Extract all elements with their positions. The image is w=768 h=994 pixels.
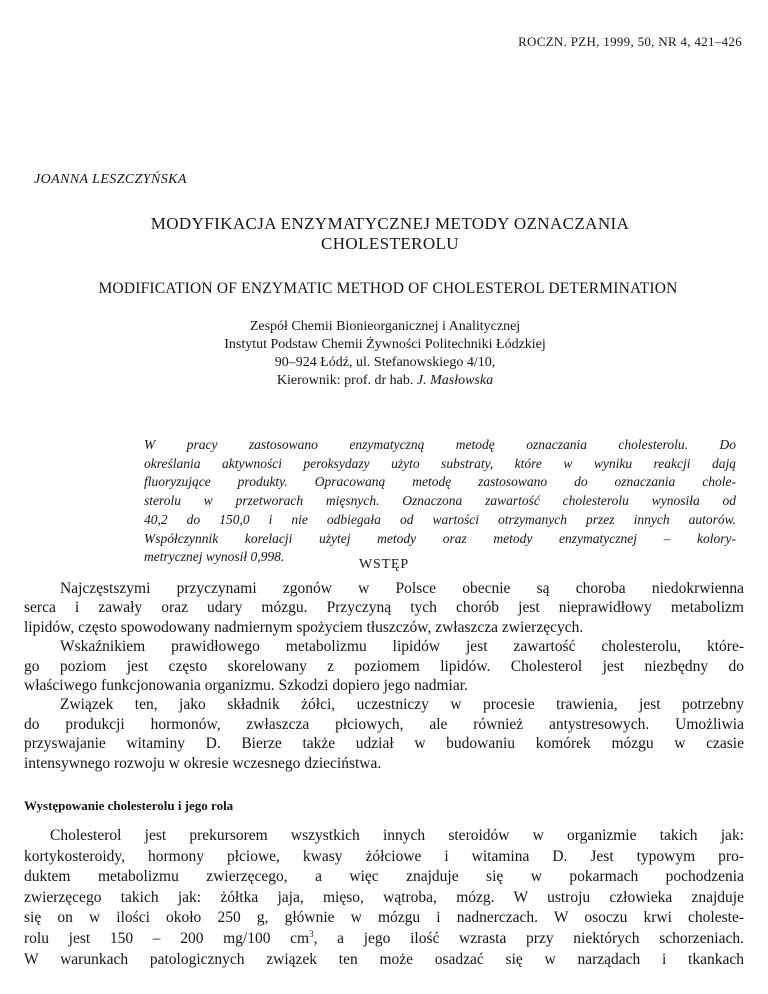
body-line: lipidów, często spowodowany nadmiernym spożyciem tłuszczów, zwłaszcza zwierzęcych. [24,618,584,636]
body-line: właściwego funkcjonowania organizmu. Szkodzi dopiero jego nadmiar. [24,677,468,695]
body-line: Związek ten, jako składnik żółci, uczestniczy w procesie trawienia, jest potrzebny [60,696,744,714]
body-line: duktem metabolizmu zwierzęcego, a więc znajduje się w pokarmach pochodzenia [24,868,744,886]
body-line: się on w ilości około 250 g, głównie w mózgu i nadnerczach. W osoczu krwi choleste- [24,909,744,927]
intro-paragraphs [24,579,744,773]
abstract-line: 40,2 do 150,0 i nie odbiegała od wartości otrzymanych przez innych autorów. [144,511,736,527]
body-line: Najczęstszymi przyczynami zgonów w Polsce obecnie są choroba niedokrwienna [60,580,744,597]
body-text-fragment: , a jego ilość wzrasta przy niektórych schorzeniach. [313,929,744,947]
abstract-line: określania aktywności peroksydazy użyto substraty, które w wyniku reakcji dają [144,455,736,471]
affiliation-line-1: Zespół Chemii Bionieorganicznej i Analitycznej [249,319,521,334]
abstract [144,436,736,567]
affiliation-head-name: J. Masłowska [416,373,494,388]
body-line: intensywnego rozwoju w okresie wczesnego dzieciństwa. [24,754,382,772]
abstract-line: W pracy zastosowano enzymatyczną metodę oznaczania cholesterolu. Do [144,437,736,452]
affiliation-line-3: 90–924 Łódź, ul. Stefanowskiego 4/10, [274,355,496,370]
affiliation-head-title: Kierownik: prof. dr hab. [276,373,417,388]
title-polish-line-1: MODYFIKACJA ENZYMATYCZNEJ METODY OZNACZANIA [150,214,630,233]
title-polish [90,214,690,254]
abstract-line: metrycznej wynosił 0,998. [144,549,285,565]
abstract-line: sterolu w przetworach mięsnych. Oznaczona zawartość cholesterolu wynosiła od [144,493,736,509]
abstract-line: fluoryzujące produkty. Opracowaną metodę zastosowano do oznaczania chole- [144,474,736,490]
title-english: MODIFICATION OF ENZYMATIC METHOD OF CHOLESTEROL DETERMINATION [98,280,678,297]
body-line: go poziom jest często skorelowany z poziomem lipidów. Cholesterol jest niezbędny do [24,657,744,675]
section-heading-intro: WSTĘP [359,557,409,572]
body-line-with-superscript [24,929,744,950]
body-text-fragment: rolu jest 150 – 200 mg/100 cm [24,929,310,947]
body-line: zwierzęcego takich jak: żółtka jaja, mięso, wątroba, mózg. W ustroju człowieka znajduje [24,888,744,906]
affiliation [170,318,600,390]
body-line: kortykosteroidy, hormony płciowe, kwasy żółciowe i witamina D. Jest typowym pro- [24,847,744,865]
abstract-line: Współczynnik korelacji użytej metody oraz metody enzymatycznej – kolory- [144,530,736,546]
affiliation-line-2: Instytut Podstaw Chemii Żywności Politechniki Łódzkiej [224,337,546,352]
body-line: Cholesterol jest prekursorem wszystkich innych steroidów w organizmie takich jak: [50,827,744,844]
body-line: serca i zawały oraz udary mózgu. Przyczyną tych chorób jest nieprawidłowy metabolizm [24,599,744,617]
body-line: Wskaźnikiem prawidłowego metabolizmu lipidów jest zawartość cholesterolu, które- [60,638,744,656]
affiliation-line-4 [170,372,600,390]
occurrence-paragraph [24,826,744,970]
title-polish-line-2: CHOLESTEROLU [321,234,459,253]
body-line: do produkcji hormonów, zwłaszcza płciowych, ale również antystresowych. Umożliwia [24,715,744,733]
superscript-exponent: 3 [309,928,314,939]
section-heading-occurrence: Występowanie cholesterolu i jego rola [24,798,234,813]
author-name: JOANNA LESZCZYŃSKA [34,172,187,187]
body-line: W warunkach patologicznych związek ten może osadzać się w narządach i tkankach [24,950,744,968]
body-line: przyswajanie witaminy D. Bierze także udział w budowaniu komórek mózgu w czasie [24,735,744,753]
journal-reference: ROCZN. PZH, 1999, 50, NR 4, 421–426 [518,34,742,49]
